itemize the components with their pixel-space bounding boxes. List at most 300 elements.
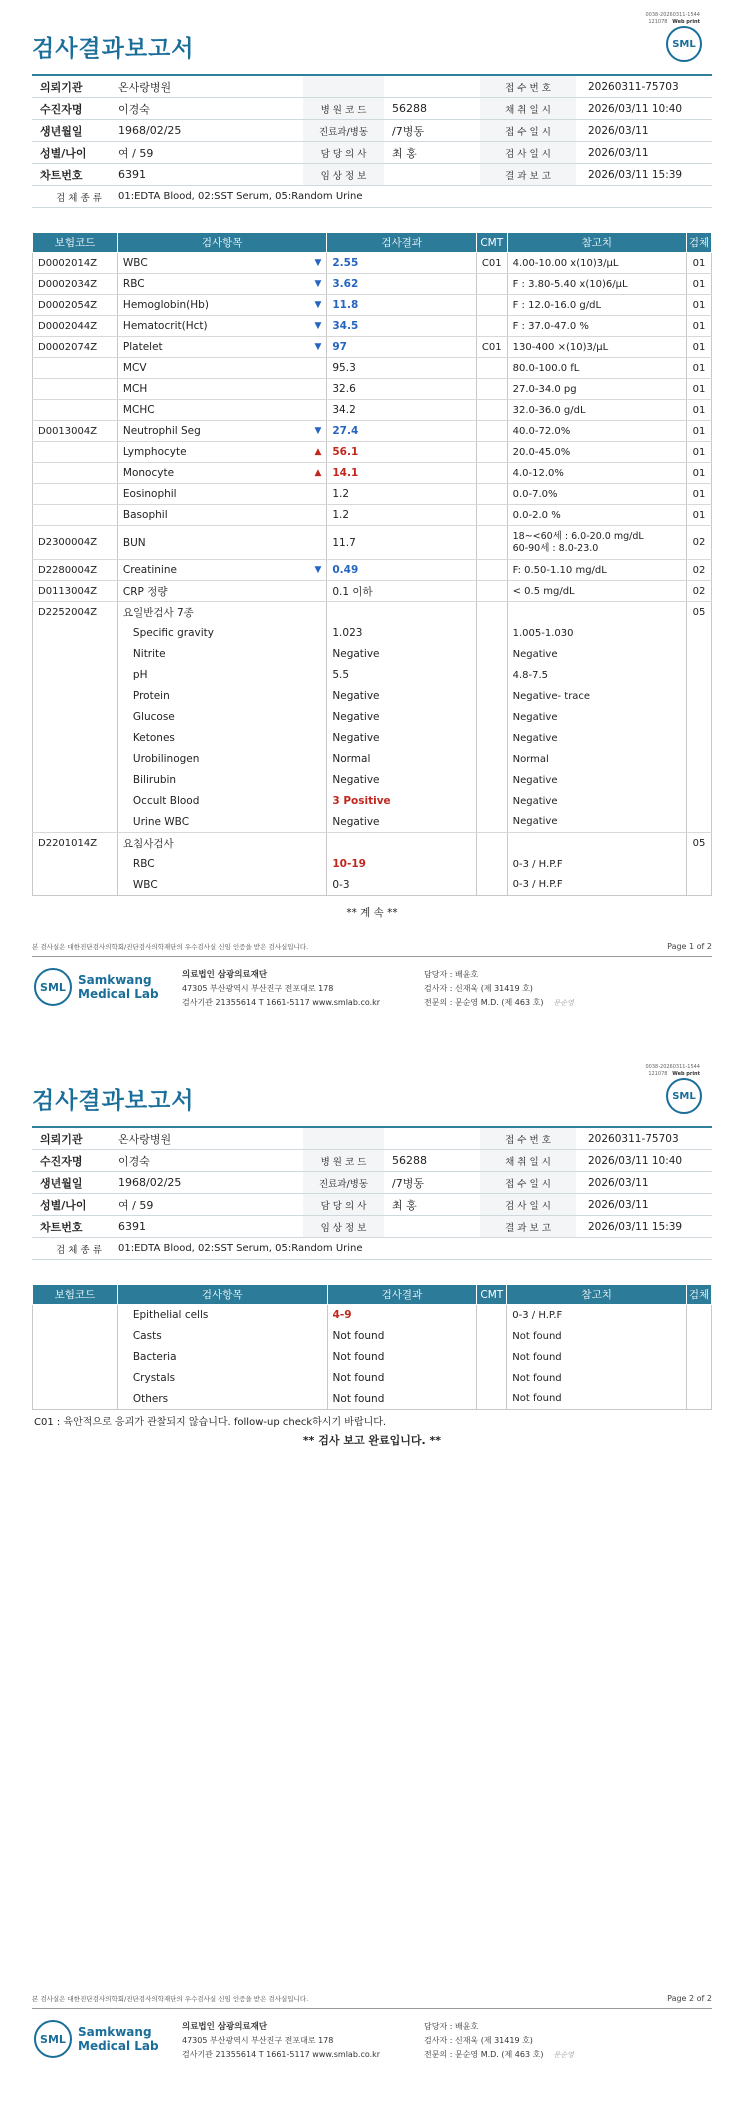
patient-label: 차트번호 bbox=[40, 168, 83, 182]
header-specimen: 검체 bbox=[686, 233, 711, 253]
signature: 문순영 bbox=[553, 2051, 574, 2059]
signature: 문순영 bbox=[553, 999, 574, 1007]
test-reference: Negative bbox=[507, 770, 686, 791]
test-item bbox=[117, 400, 326, 421]
table-row bbox=[33, 421, 712, 442]
insurance-code bbox=[33, 358, 118, 379]
print-sub: 121078 Web print bbox=[648, 1071, 700, 1077]
patient-value: 56288 bbox=[392, 1154, 427, 1167]
patient-label: 접 수 번 호 bbox=[480, 1128, 576, 1149]
test-reference: F : 37.0-47.0 % bbox=[507, 316, 686, 337]
test-item bbox=[117, 644, 326, 665]
test-name: pH bbox=[132, 669, 148, 681]
patient-value: 2026/03/11 bbox=[588, 1176, 649, 1189]
test-item bbox=[117, 295, 326, 316]
test-cmt bbox=[476, 581, 507, 602]
table-row bbox=[33, 1326, 712, 1347]
patient-value: 2026/03/11 15:39 bbox=[588, 168, 683, 181]
table-row bbox=[33, 400, 712, 421]
test-result: 0.49 bbox=[327, 560, 477, 581]
patient-label: 채 취 일 시 bbox=[480, 98, 576, 119]
test-name: Protein bbox=[132, 690, 170, 702]
insurance-code bbox=[33, 400, 118, 421]
patient-info bbox=[32, 74, 712, 208]
test-result: Normal bbox=[327, 749, 477, 770]
print-meta bbox=[645, 12, 700, 26]
table-header bbox=[33, 1285, 712, 1305]
test-result: 34.5 bbox=[327, 316, 477, 337]
patient-value: 이경숙 bbox=[118, 102, 150, 116]
table-row bbox=[33, 728, 712, 749]
test-specimen: 01 bbox=[686, 463, 711, 484]
test-name: Others bbox=[132, 1392, 169, 1405]
footer-logo bbox=[34, 968, 159, 1006]
low-flag-icon: ▼ bbox=[314, 279, 322, 289]
test-result: 34.2 bbox=[327, 400, 477, 421]
test-specimen: 01 bbox=[686, 442, 711, 463]
test-cmt bbox=[476, 379, 507, 400]
patient-value: 1968/02/25 bbox=[118, 124, 182, 137]
test-name: Platelet bbox=[122, 341, 163, 353]
high-flag-icon: ▲ bbox=[314, 447, 322, 457]
footer-address bbox=[182, 968, 380, 1010]
results-table bbox=[32, 232, 712, 896]
test-item bbox=[117, 442, 326, 463]
test-reference: 27.0-34.0 pg bbox=[507, 379, 686, 400]
test-cmt bbox=[476, 295, 507, 316]
insurance-code bbox=[33, 379, 118, 400]
table-row bbox=[33, 791, 712, 812]
test-name: Bilirubin bbox=[132, 774, 177, 786]
specimen-row bbox=[32, 186, 712, 208]
test-reference: 130-400 ×(10)3/µL bbox=[507, 337, 686, 358]
test-result: Not found bbox=[327, 1368, 477, 1389]
insurance-code: D0002014Z bbox=[33, 253, 118, 274]
test-item bbox=[117, 316, 326, 337]
test-item bbox=[117, 686, 326, 707]
test-result: 1.2 bbox=[327, 505, 477, 526]
test-specimen: 01 bbox=[686, 505, 711, 526]
test-reference: 0.0-2.0 % bbox=[507, 505, 686, 526]
patient-label: 수진자명 bbox=[40, 1154, 83, 1168]
table-row bbox=[33, 274, 712, 295]
table-row bbox=[33, 770, 712, 791]
header-result: 검사결과 bbox=[327, 1285, 477, 1305]
test-specimen: 02 bbox=[686, 526, 711, 560]
test-name: MCV bbox=[122, 362, 147, 374]
test-reference: F: 0.50-1.10 mg/dL bbox=[507, 560, 686, 581]
patient-value: 6391 bbox=[118, 1220, 146, 1233]
group-title: 요침사검사 bbox=[117, 833, 326, 854]
test-reference: Not found bbox=[507, 1326, 687, 1347]
brand-line1: Samkwang bbox=[78, 2025, 152, 2039]
patient-value: 최 홍 bbox=[392, 146, 417, 160]
test-name: Nitrite bbox=[132, 648, 166, 660]
test-item bbox=[117, 728, 326, 749]
test-result: 32.6 bbox=[327, 379, 477, 400]
test-result: 14.1 bbox=[327, 463, 477, 484]
test-result: Not found bbox=[327, 1347, 477, 1368]
test-name: Specific gravity bbox=[132, 627, 215, 639]
insurance-code bbox=[33, 484, 118, 505]
table-row bbox=[33, 463, 712, 484]
test-reference: 40.0-72.0% bbox=[507, 421, 686, 442]
low-flag-icon: ▼ bbox=[314, 258, 322, 268]
test-result: 3 Positive bbox=[327, 791, 477, 812]
patient-value: 여 / 59 bbox=[118, 1198, 154, 1212]
patient-row bbox=[32, 164, 712, 186]
test-specimen: 02 bbox=[686, 560, 711, 581]
test-cmt: C01 bbox=[476, 253, 507, 274]
test-item bbox=[117, 623, 326, 644]
table-row bbox=[33, 358, 712, 379]
test-item bbox=[117, 463, 326, 484]
test-name: Occult Blood bbox=[132, 795, 200, 807]
patient-value: /7병동 bbox=[392, 1176, 424, 1190]
test-result: Negative bbox=[327, 812, 477, 833]
test-specimen: 01 bbox=[686, 253, 711, 274]
test-result: Not found bbox=[327, 1389, 477, 1410]
specimen-label: 검 체 종 류 bbox=[56, 192, 102, 204]
patient-row bbox=[32, 142, 712, 164]
test-name: MCH bbox=[122, 383, 148, 395]
insurance-code: D2252004Z bbox=[33, 602, 118, 623]
test-specimen: 01 bbox=[686, 400, 711, 421]
test-cmt bbox=[476, 274, 507, 295]
test-name: Urine WBC bbox=[132, 815, 190, 828]
page-number: Page 2 of 2 bbox=[667, 1994, 712, 2003]
test-result: 56.1 bbox=[327, 442, 477, 463]
insurance-code: D0002034Z bbox=[33, 274, 118, 295]
test-specimen: 01 bbox=[686, 316, 711, 337]
patient-label: 의뢰기관 bbox=[40, 80, 83, 94]
address: 47305 부산광역시 부산진구 전포대로 178 bbox=[182, 2036, 334, 2045]
test-item bbox=[117, 749, 326, 770]
staff-manager: 담당자 : 배윤호 bbox=[424, 2022, 479, 2031]
insurance-code bbox=[33, 442, 118, 463]
test-reference: Negative bbox=[507, 812, 686, 833]
print-sub: 121078 Web print bbox=[648, 19, 700, 25]
patient-label: 생년월일 bbox=[40, 1176, 83, 1190]
test-cmt: C01 bbox=[476, 337, 507, 358]
specimen-label: 검 체 종 류 bbox=[56, 1244, 102, 1256]
table-row bbox=[33, 1389, 712, 1410]
footer-logo bbox=[34, 2020, 159, 2058]
patient-value: 온사랑병원 bbox=[118, 80, 172, 94]
table-row bbox=[33, 1305, 712, 1326]
test-specimen: 01 bbox=[686, 337, 711, 358]
low-flag-icon: ▼ bbox=[314, 565, 322, 575]
patient-row bbox=[32, 1172, 712, 1194]
patient-label: 성별/나이 bbox=[40, 146, 87, 160]
header-ref: 참고치 bbox=[507, 1285, 687, 1305]
test-result: 1.023 bbox=[327, 623, 477, 644]
test-reference: 4.8-7.5 bbox=[507, 665, 686, 686]
insurance-code bbox=[33, 505, 118, 526]
table-row bbox=[33, 707, 712, 728]
print-id: 0038-20260311-1544 bbox=[645, 1064, 700, 1070]
test-name: Bacteria bbox=[132, 1351, 177, 1363]
test-reference: 4.0-12.0% bbox=[507, 463, 686, 484]
test-name: RBC bbox=[122, 278, 145, 290]
contact: 검사기관 21355614 T 1661-5117 www.smlab.co.kr bbox=[182, 998, 381, 1007]
table-row bbox=[33, 379, 712, 400]
patient-label bbox=[303, 1128, 384, 1149]
patient-label: 접 수 번 호 bbox=[480, 76, 576, 97]
patient-value: 2026/03/11 10:40 bbox=[588, 102, 683, 115]
patient-label: 진료과/병동 bbox=[303, 120, 384, 141]
patient-value: 온사랑병원 bbox=[118, 1132, 172, 1146]
patient-value: 1968/02/25 bbox=[118, 1176, 182, 1189]
test-reference: Not found bbox=[507, 1347, 687, 1368]
group-title: 요일반검사 7종 bbox=[117, 602, 326, 623]
test-item bbox=[117, 560, 326, 581]
test-reference: 80.0-100.0 fL bbox=[507, 358, 686, 379]
test-item bbox=[117, 253, 326, 274]
table-row bbox=[33, 875, 712, 896]
test-reference: 20.0-45.0% bbox=[507, 442, 686, 463]
patient-value: 2026/03/11 10:40 bbox=[588, 1154, 683, 1167]
test-specimen: 05 bbox=[686, 833, 711, 854]
test-specimen: 05 bbox=[686, 602, 711, 623]
patient-label: 채 취 일 시 bbox=[480, 1150, 576, 1171]
comment-note: C01 : 육안적으로 응괴가 관찰되지 않습니다. follow-up check하시기 바랍니다. bbox=[34, 1417, 387, 1428]
test-specimen: 01 bbox=[686, 379, 711, 400]
results-table bbox=[32, 1284, 712, 1410]
test-result: 95.3 bbox=[327, 358, 477, 379]
test-result: Not found bbox=[327, 1326, 477, 1347]
table-row bbox=[33, 644, 712, 665]
test-cmt bbox=[476, 316, 507, 337]
test-item bbox=[117, 337, 326, 358]
test-item bbox=[117, 421, 326, 442]
footer-staff bbox=[424, 968, 574, 1010]
table-row bbox=[33, 854, 712, 875]
patient-label: 검 사 일 시 bbox=[480, 142, 576, 163]
test-item bbox=[117, 1389, 327, 1410]
patient-label: 접 수 일 시 bbox=[480, 120, 576, 141]
header-ref: 참고치 bbox=[507, 233, 686, 253]
patient-label bbox=[303, 76, 384, 97]
specimen-row bbox=[32, 1238, 712, 1260]
staff-tester: 검사자 : 신재욱 (제 31419 호) bbox=[424, 2036, 533, 2045]
header-result: 검사결과 bbox=[327, 233, 477, 253]
test-result: 5.5 bbox=[327, 665, 477, 686]
insurance-code: D0113004Z bbox=[33, 581, 118, 602]
insurance-code: D0002054Z bbox=[33, 295, 118, 316]
test-cmt bbox=[476, 442, 507, 463]
header-item: 검사항목 bbox=[117, 233, 326, 253]
header-cmt: CMT bbox=[476, 233, 507, 253]
test-reference: Normal bbox=[507, 749, 686, 770]
test-name: Hemoglobin(Hb) bbox=[122, 299, 209, 311]
test-name: Creatinine bbox=[122, 564, 177, 576]
patient-value: 20260311-75703 bbox=[588, 1132, 679, 1145]
patient-label: 접 수 일 시 bbox=[480, 1172, 576, 1193]
test-cmt bbox=[476, 505, 507, 526]
high-flag-icon: ▲ bbox=[314, 468, 322, 478]
test-reference: 4.00-10.00 x(10)3/µL bbox=[507, 253, 686, 274]
test-item bbox=[117, 274, 326, 295]
header-code: 보험코드 bbox=[33, 1285, 118, 1305]
footer-address bbox=[182, 2020, 380, 2062]
test-specimen: 01 bbox=[686, 358, 711, 379]
patient-row bbox=[32, 1150, 712, 1172]
test-name: Crystals bbox=[132, 1372, 176, 1384]
patient-value: 여 / 59 bbox=[118, 146, 154, 160]
test-name: Lymphocyte bbox=[122, 446, 187, 458]
test-name: Basophil bbox=[122, 509, 168, 521]
test-reference: Not found bbox=[507, 1389, 687, 1410]
specimen-value: 01:EDTA Blood, 02:SST Serum, 05:Random Urine bbox=[118, 191, 363, 202]
test-result: Negative bbox=[327, 686, 477, 707]
sml-logo-icon: SML bbox=[34, 968, 72, 1006]
table-row bbox=[33, 749, 712, 770]
patient-label: 담 당 의 사 bbox=[303, 1194, 384, 1215]
patient-row bbox=[32, 1128, 712, 1150]
patient-value: 56288 bbox=[392, 102, 427, 115]
test-cmt bbox=[476, 560, 507, 581]
patient-value: 최 홍 bbox=[392, 1198, 417, 1212]
test-specimen: 02 bbox=[686, 581, 711, 602]
test-result: 0.1 이하 bbox=[327, 581, 477, 602]
test-name: Eosinophil bbox=[122, 488, 177, 500]
group-row bbox=[33, 833, 712, 854]
brand-line2: Medical Lab bbox=[78, 2039, 159, 2053]
patient-value: 20260311-75703 bbox=[588, 80, 679, 93]
test-item bbox=[117, 1305, 327, 1326]
patient-value: 2026/03/11 bbox=[588, 1198, 649, 1211]
patient-info bbox=[32, 1126, 712, 1260]
test-reference: < 0.5 mg/dL bbox=[507, 581, 686, 602]
test-reference: Negative bbox=[507, 707, 686, 728]
test-result: 27.4 bbox=[327, 421, 477, 442]
test-name: MCHC bbox=[122, 404, 155, 416]
insurance-code: D0013004Z bbox=[33, 421, 118, 442]
test-reference: 0.0-7.0% bbox=[507, 484, 686, 505]
test-specimen: 01 bbox=[686, 295, 711, 316]
test-item bbox=[117, 812, 326, 833]
contact: 검사기관 21355614 T 1661-5117 www.smlab.co.kr bbox=[182, 2050, 381, 2059]
insurance-code bbox=[33, 463, 118, 484]
patient-label: 차트번호 bbox=[40, 1220, 83, 1234]
test-name: Glucose bbox=[132, 711, 175, 723]
table-row bbox=[33, 1368, 712, 1389]
footer bbox=[32, 1994, 712, 2059]
report-title: 검사결과보고서 bbox=[32, 36, 195, 62]
test-specimen: 01 bbox=[686, 484, 711, 505]
table-row bbox=[33, 1347, 712, 1368]
test-item bbox=[117, 358, 326, 379]
test-specimen: 01 bbox=[686, 274, 711, 295]
patient-label: 병 원 코 드 bbox=[303, 98, 384, 119]
patient-label: 검 사 일 시 bbox=[480, 1194, 576, 1215]
test-item bbox=[117, 1368, 327, 1389]
test-item bbox=[117, 1347, 327, 1368]
test-item bbox=[117, 484, 326, 505]
footer-staff bbox=[424, 2020, 574, 2062]
insurance-code: D2280004Z bbox=[33, 560, 118, 581]
print-meta bbox=[645, 1064, 700, 1078]
insurance-code: D2201014Z bbox=[33, 833, 118, 854]
patient-value: 6391 bbox=[118, 168, 146, 181]
patient-label: 성별/나이 bbox=[40, 1198, 87, 1212]
org-name: 의료법인 삼광의료재단 bbox=[182, 2022, 268, 2032]
patient-label: 생년월일 bbox=[40, 124, 83, 138]
test-result: 10-19 bbox=[327, 854, 477, 875]
test-cmt bbox=[476, 484, 507, 505]
table-row bbox=[33, 337, 712, 358]
patient-row bbox=[32, 1216, 712, 1238]
test-reference: 18~<60세 : 6.0-20.0 mg/dL 60-90세 : 8.0-23.0 bbox=[507, 526, 686, 560]
test-item bbox=[117, 1326, 327, 1347]
test-cmt bbox=[476, 400, 507, 421]
test-item bbox=[117, 581, 326, 602]
report-title: 검사결과보고서 bbox=[32, 1088, 195, 1114]
patient-value: 2026/03/11 bbox=[588, 146, 649, 159]
test-name: Hematocrit(Hct) bbox=[122, 320, 208, 332]
table-header bbox=[33, 233, 712, 253]
table-row bbox=[33, 316, 712, 337]
org-name: 의료법인 삼광의료재단 bbox=[182, 970, 268, 980]
patient-label: 임 상 정 보 bbox=[303, 1216, 384, 1237]
test-name: WBC bbox=[132, 878, 158, 891]
test-name: Epithelial cells bbox=[132, 1309, 209, 1322]
sml-logo-icon: SML bbox=[666, 26, 702, 62]
sml-logo-icon: SML bbox=[34, 2020, 72, 2058]
table-row bbox=[33, 812, 712, 833]
patient-row bbox=[32, 76, 712, 98]
test-result: Negative bbox=[327, 728, 477, 749]
insurance-code: D0002074Z bbox=[33, 337, 118, 358]
header-cmt: CMT bbox=[477, 1285, 507, 1305]
patient-row bbox=[32, 98, 712, 120]
patient-row bbox=[32, 120, 712, 142]
test-name: Monocyte bbox=[122, 467, 175, 479]
patient-label: 병 원 코 드 bbox=[303, 1150, 384, 1171]
header-specimen: 검체 bbox=[687, 1285, 712, 1305]
test-reference: Not found bbox=[507, 1368, 687, 1389]
test-result: 1.2 bbox=[327, 484, 477, 505]
low-flag-icon: ▼ bbox=[314, 300, 322, 310]
test-reference: Negative bbox=[507, 728, 686, 749]
staff-tester: 검사자 : 신재욱 (제 31419 호) bbox=[424, 984, 533, 993]
insurance-code: D2300004Z bbox=[33, 526, 118, 560]
brand-line1: Samkwang bbox=[78, 973, 152, 987]
test-result: 2.55 bbox=[327, 253, 477, 274]
table-row bbox=[33, 665, 712, 686]
patient-value: 2026/03/11 bbox=[588, 124, 649, 137]
test-name: Urobilinogen bbox=[132, 753, 200, 765]
test-reference: 1.005-1.030 bbox=[507, 623, 686, 644]
test-cmt bbox=[476, 421, 507, 442]
patient-label: 수진자명 bbox=[40, 102, 83, 116]
table-row bbox=[33, 442, 712, 463]
test-name: BUN bbox=[117, 526, 326, 560]
table-row bbox=[33, 581, 712, 602]
patient-label: 의뢰기관 bbox=[40, 1132, 83, 1146]
insurance-code: D0002044Z bbox=[33, 316, 118, 337]
test-cmt bbox=[476, 358, 507, 379]
patient-label: 임 상 정 보 bbox=[303, 164, 384, 185]
patient-value: 2026/03/11 15:39 bbox=[588, 1220, 683, 1233]
test-item bbox=[117, 505, 326, 526]
test-name: Ketones bbox=[132, 732, 175, 744]
test-result: Negative bbox=[327, 707, 477, 728]
patient-value: 이경숙 bbox=[118, 1154, 150, 1168]
test-item bbox=[117, 791, 326, 812]
low-flag-icon: ▼ bbox=[314, 321, 322, 331]
